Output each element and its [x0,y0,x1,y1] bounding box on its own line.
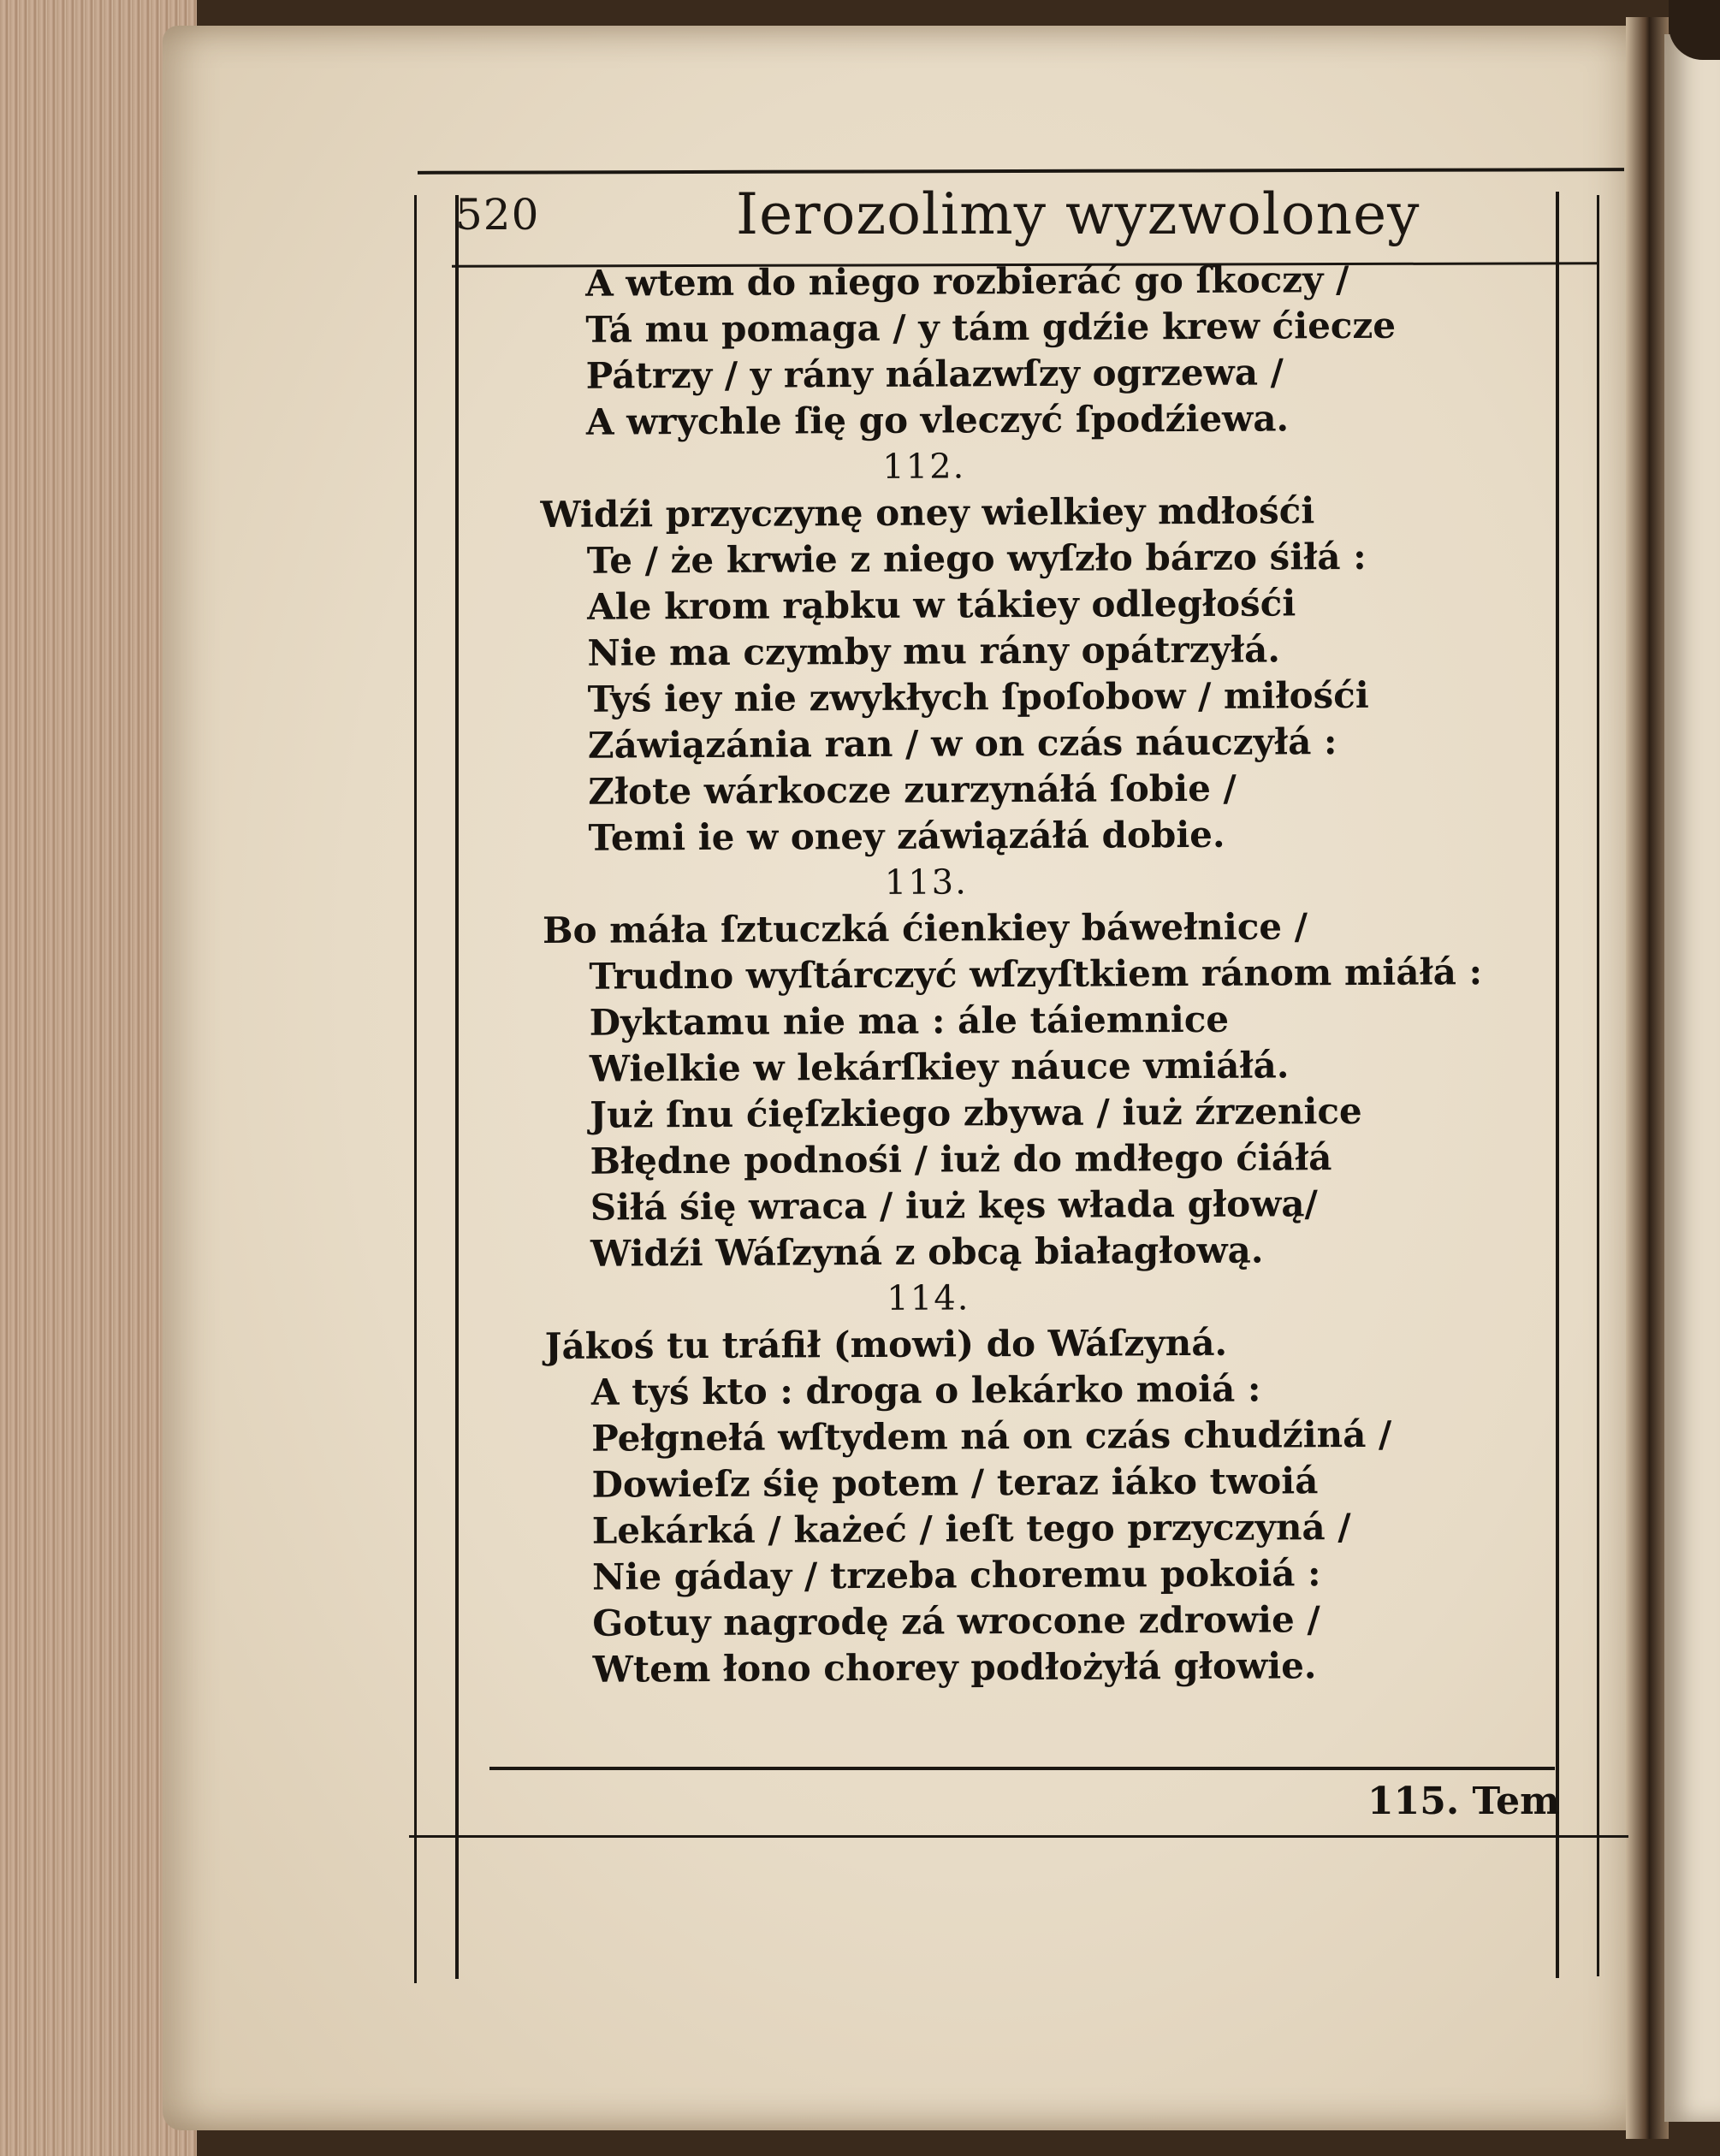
verse-line: Trudno wyſtárczyć wſzyſtkiem ránom miáłá : [589,951,1483,998]
verse-line: Tá mu pomaga / y tám gdźie krew ćiecze [585,304,1397,351]
stanza [544,1272,1557,1693]
facing-page [1664,34,1720,2122]
page-number: 520 [455,190,540,240]
verse-line: Wielkie w lekárſkiey náuce vmiáłá. [589,1044,1290,1090]
frame-rule-right-inner [1556,192,1559,1978]
verse-line: Widźi przyczynę oney wielkiey mdłośći [540,489,1315,536]
verse-line: Gotuy nagrodę zá wrocone zdrowie / [592,1598,1320,1644]
running-title: Ierozolimy wyzwoloney [736,181,1420,247]
verse-line: A wrychle ſię go vleczyć ſpodźiewa. [585,397,1290,443]
verse-line: Siłá śię wraca / iuż kęs włada głową/ [590,1182,1319,1229]
verse-line: A wtem do niego rozbieráć go ſkoczy / [585,258,1349,305]
verse-line: Pełgnełá wſtydem ná on czás chudźiná / [591,1413,1392,1460]
stanza-number: 113. [884,862,968,903]
verse-line: Dyktamu nie ma : ále táiemnice [589,998,1230,1044]
verse-line: Dowieſz śię potem / teraz iáko twoiá [591,1460,1319,1506]
frame-rule-left-inner [455,195,459,1979]
verse-line: Widźi Wáſzyná z obcą białagłową. [590,1229,1264,1275]
verse-line: Lekárká / każeć / ieſt tego przyczyná / [591,1506,1351,1552]
stanza-number: 112. [882,447,966,487]
stanza [543,856,1555,1277]
stanza [540,441,1552,862]
verse-line: Nie ma czymby mu rány opátrzyłá. [587,628,1281,674]
verse-line: Te / że krwie z niego wyſzło bárzo śiłá : [586,535,1367,582]
frame-rule-right-outer [1597,195,1599,1976]
verse-line: Wtem łono chorey podłożyłá głowie. [592,1644,1317,1691]
verse-line: Złote wárkocze zurzynáłá ſobie / [588,767,1237,813]
book-gutter [1626,17,1669,2139]
text-bottom-rule [489,1767,1555,1770]
verse-line: Tyś iey nie zwykłych ſpoſobow / miłośći [587,673,1369,720]
catchword: 115. Tem [1367,1780,1560,1823]
stanza [539,256,1550,446]
verse-line: Záwiązánia ran / w on czás náuczyłá : [587,720,1337,767]
verse-line: Bo máła ſztuczká ćienkiey báwełnice / [542,905,1308,951]
verse-line: Pátrzy / y rány nálazwſzy ogrzewa / [585,351,1284,397]
verse-line: Jákoś tu tráfił (mowi) do Wáſzyná. [544,1321,1228,1367]
verse-line: Temi ie w oney záwiązáłá dobie. [588,813,1225,859]
stanza-number: 114. [887,1278,970,1318]
verse-line: A tyś kto : droga o lekárko moiá : [590,1367,1261,1413]
verse-line: Ale krom rąbku w tákiey odległośći [586,582,1296,628]
frame-rule-bottom [409,1835,1628,1838]
frame-rule-left-outer [414,195,417,1983]
verse-line: Błędne podnośi / iuż do mdłego ćiáłá [590,1136,1332,1182]
verse-body [539,256,1557,1693]
verse-line: Już ſnu ćięſzkiego zbywa / iuż źrzenice [590,1089,1362,1136]
verse-line: Nie gáday / trzeba choremu pokoiá : [591,1552,1321,1598]
